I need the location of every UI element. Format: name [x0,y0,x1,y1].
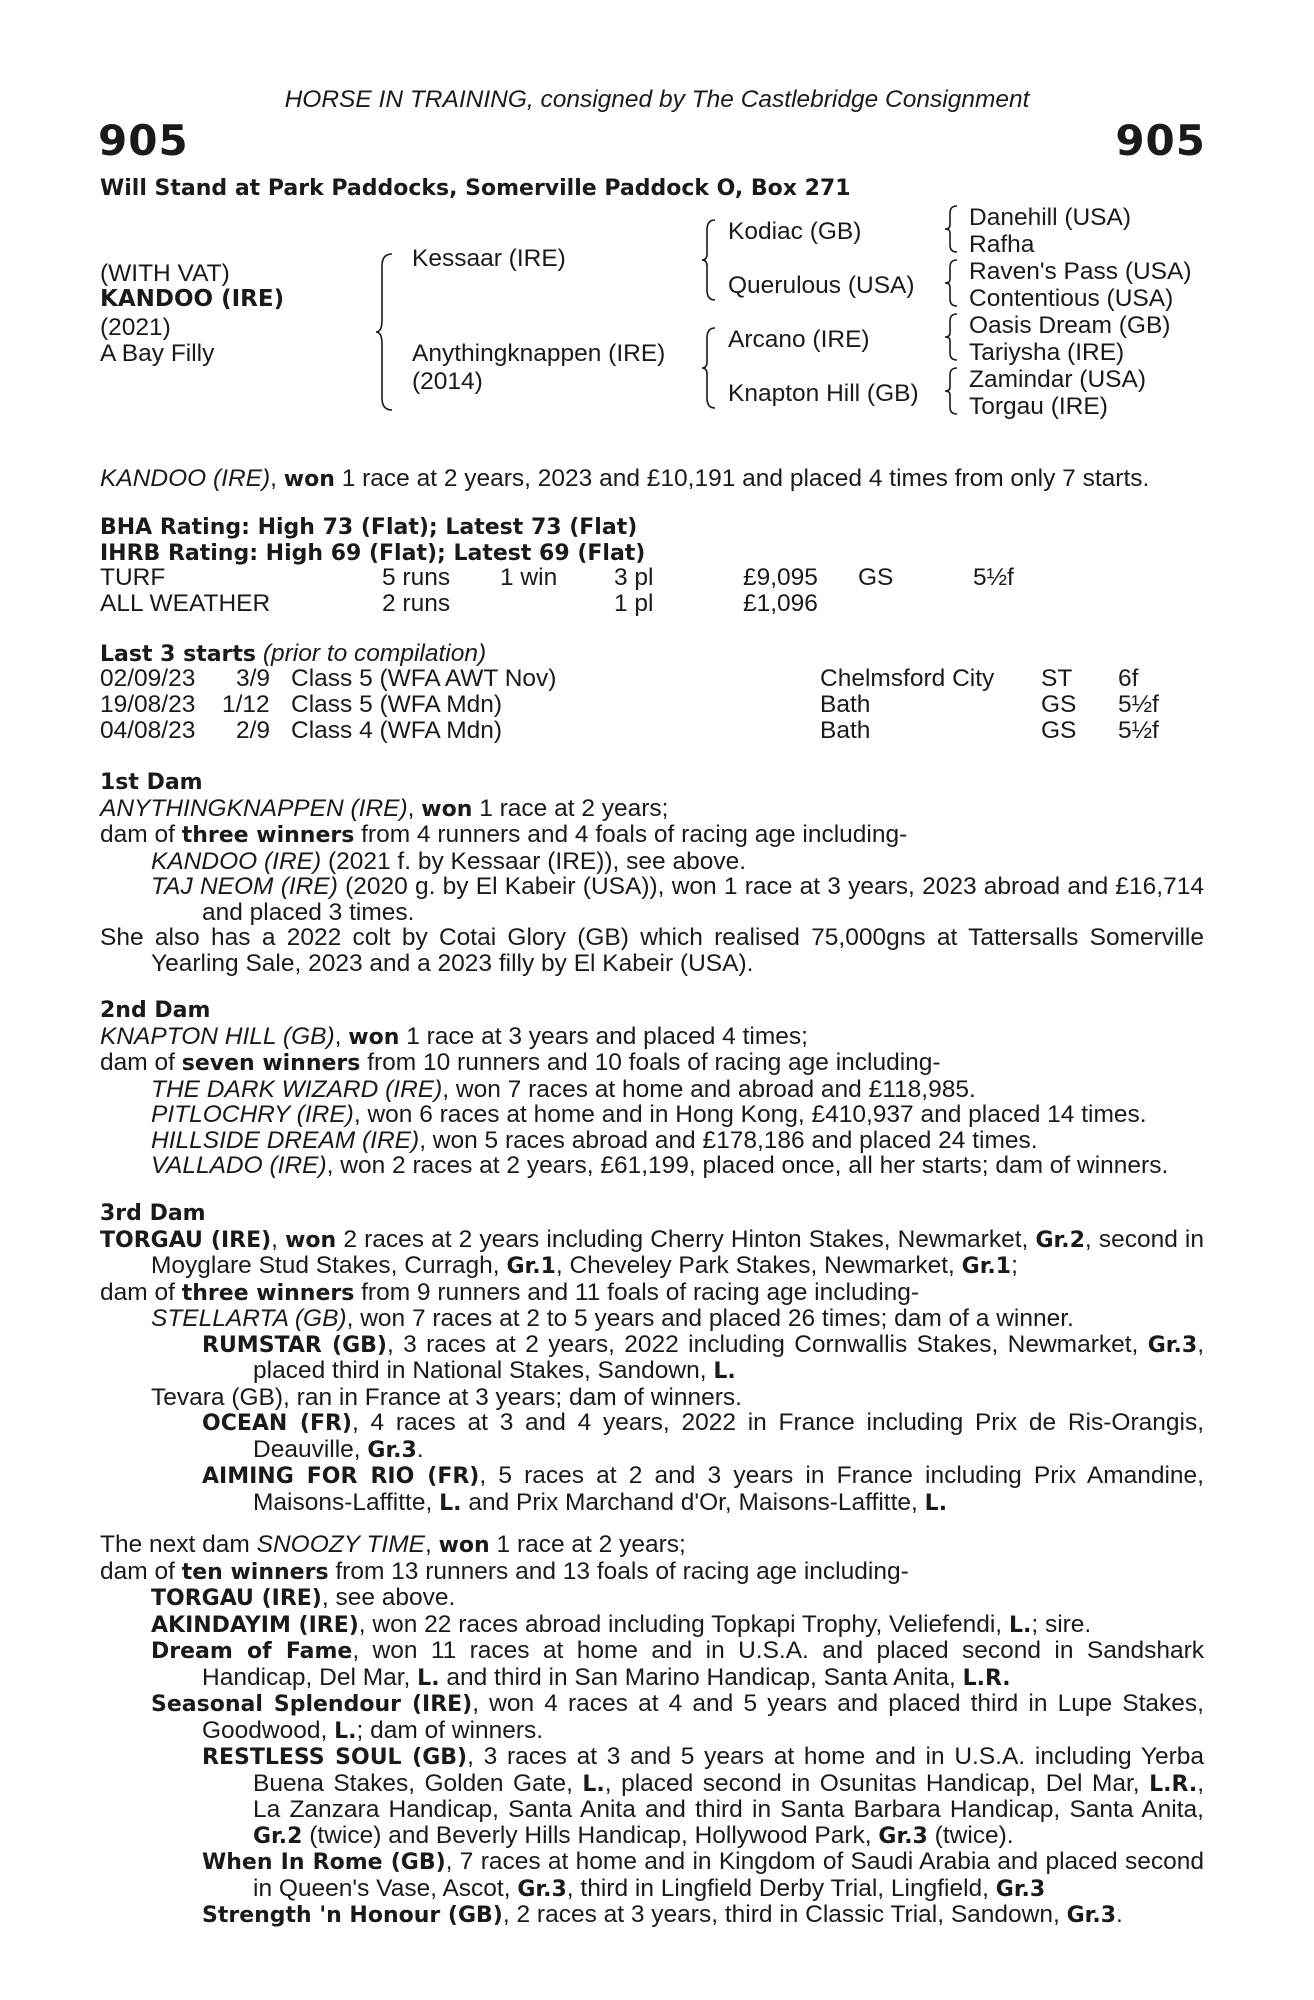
progeny-record: , 4 races at 3 and 4 years, 2022 in France including Prix de Ris-Orangis, Deauville, [253,1409,1204,1463]
progeny-record: (2021 f. by Kessaar (IRE)), see above. [327,847,747,875]
sire: Kessaar (IRE) [412,245,566,272]
foaling-year: (2021) [100,314,171,341]
progeny-name: When In Rome (GB) [202,1850,446,1875]
runners-text: from 10 runners and 10 foals of racing age including- [367,1049,941,1076]
progeny-record: , placed second in Osunitas Handicap, Del Mar, [604,1769,1140,1797]
progeny-record: , see above. [321,1584,456,1611]
dam-record: , Cheveley Park Stakes, Newmarket, [555,1252,955,1279]
brace-sire-dam [374,252,396,412]
start-position: 3/9 [236,665,271,692]
progeny-record: , won 7 races at 2 to 5 years and placed 26 times; dam of a winner. [346,1305,1074,1332]
won-label: won [285,1227,337,1253]
start-date: 19/08/23 [100,691,196,718]
dam-record: 2 races at 2 years including Cherry Hinton Stakes, Newmarket, [343,1225,1029,1253]
progeny-record: (2020 g. by El Kabeir (USA)), won 1 race at 3 years, 2023 abroad and £16,714 and placed 3 times. [202,873,1204,926]
next-dam-section [100,1532,1204,1929]
stat-prize: £9,095 [743,564,818,591]
grade-label: L. [439,1490,462,1516]
progeny-record: , 7 races at home and in Kingdom of Saudi Arabia and placed second in Queen's Vase, Ascot, [253,1848,1204,1902]
second-dam-heading: 2nd Dam [100,998,211,1023]
progeny-record: ; sire. [1031,1610,1092,1638]
stat-placed: 1 pl [614,590,654,617]
dam: Anythingknappen (IRE) [412,340,666,367]
grade-label: L.R. [962,1665,1011,1691]
grade-label: Gr.1 [961,1254,1012,1279]
dam-of-label: dam of [100,821,175,848]
grade-label: Gr.3 [995,1876,1046,1902]
horse-name: KANDOO (IRE) [100,286,285,312]
stat-runs: 2 runs [382,590,451,617]
start-distance: 6f [1118,665,1139,692]
dam-name: SNOOZY TIME [256,1531,425,1558]
progeny-name: RUMSTAR (GB) [202,1332,387,1358]
sire-dam: Querulous (USA) [728,272,915,299]
progeny-name: Dream of Fame [151,1639,353,1664]
bha-rating: BHA Rating: High 73 (Flat); Latest 73 (Flat) [100,515,638,540]
last3-heading [100,642,486,667]
gg-6: Tariysha (IRE) [969,339,1125,366]
stat-prize: £1,096 [743,590,818,617]
progeny-record: , 3 races at 2 years, 2022 including Cornwallis Stakes, Newmarket, [386,1330,1139,1358]
winners-count: seven winners [181,1051,361,1076]
gg-5: Oasis Dream (GB) [969,312,1171,339]
grade-label: L. [1008,1612,1032,1638]
grade-label: L. [334,1718,357,1744]
runners-text: from 13 runners and 13 foals of racing age including- [335,1557,909,1585]
dam-record: second in Moyglare Stud Stakes, Curragh, [151,1225,1204,1279]
progeny-record: , 5 races at 2 and 3 years in France including Prix Amandine, Maisons-Laffitte, [253,1462,1204,1516]
dam-record: 1 race at 2 years; [496,1531,686,1558]
grade-label: Gr.3 [1147,1332,1198,1358]
progeny-record: ; dam of winners. [356,1716,544,1744]
won-label: won [438,1533,490,1558]
progeny-record: , won 11 races at home and in U.S.A. and placed second in Sandshark Handicap, Del Mar, [202,1637,1204,1691]
grade-label: L. [924,1490,948,1516]
dam-of-label: dam of [100,1557,175,1585]
brace-g3 [943,312,959,362]
progeny-name: RESTLESS SOUL (GB) [202,1745,468,1770]
dam-record: 1 race at 2 years; [479,794,669,822]
progeny-record: and Prix Marchand d'Or, Maisons-Laffitte, [468,1488,918,1516]
lot-number-right: 905 [1115,116,1206,165]
separator: , [424,1531,432,1558]
summary-text: 1 race at 2 years, 2023 and £10,191 and placed 4 times from only 7 starts. [341,465,1150,492]
gg-7: Zamindar (USA) [969,366,1146,393]
separator: . [416,1435,424,1463]
dam-name: TORGAU (IRE) [100,1227,272,1253]
progeny-record: , won 5 races abroad and £178,186 and placed 24 times. [419,1126,1038,1154]
progeny-record: , won 7 races at home and abroad and £118,985. [442,1075,976,1103]
start-position: 1/12 [222,691,270,718]
third-dam-heading: 3rd Dam [100,1201,206,1226]
grade-label: Gr.1 [506,1254,556,1279]
stat-wins: 1 win [500,564,558,591]
brace-sire-parents [700,218,718,302]
stat-surface: ALL WEATHER [100,590,271,617]
stat-distance: 5½f [973,564,1014,591]
lot-number-left: 905 [98,116,189,165]
grade-label: L. [713,1359,736,1384]
start-position: 2/9 [236,717,271,744]
progeny-record: , won 6 races at home and in Hong Kong, £410,937 and placed 14 times. [353,1101,1147,1128]
dam-name: KNAPTON HILL (GB) [100,1022,335,1050]
dam-name: ANYTHINGKNAPPEN (IRE) [100,794,408,822]
progeny-name: STELLARTA (GB) [151,1305,347,1332]
start-course: Bath [820,691,871,718]
third-dam-section: 3rd Dam TORGAU (IRE), won 2 races at 2 years including Cherry Hinton Stakes, Newmarket, Gr.2, second in Moyglare Stud Stakes, Curragh, Gr.1, Cheveley Park Stakes, Newmarket, Gr.1; dam of three winners from 9 runners and 11 foals of racing age including- STELLARTA (GB), won 7 races at 2 to 5 years and placed 26 times; dam of a winner. RUMSTAR (GB), 3 races at 2 years, 2022 including Cornwallis Stakes, Newmarket, Gr.3, placed third in National Stakes, Sandown, L. Tevara (GB), ran in France at 3 years; dam of winners. OCEAN (FR), 4 races at 3 and 4 years, 2022 in France including Prix de Ris-Orangis, Deauville, Gr.3. AIMING FOR RIO (FR), 5 races at 2 and 3 years in France including Prix Amandine, Maisons-Laffitte, L. and Prix Marchand d'Or, Maisons-Laffitte, L. [100,1201,1204,1516]
ihrb-rating: IHRB Rating: High 69 (Flat); Latest 69 (Flat) [100,541,646,566]
progeny-record: , 2 races at 3 years, third in Classic Trial, Sandown, [502,1901,1060,1928]
race-summary: KANDOO (IRE), won 1 race at 2 years, 2023 and £10,191 and placed 4 times from only 7 starts. [100,465,1150,492]
dam-year: (2014) [412,368,483,395]
start-course: Bath [820,717,871,744]
first-dam-heading: 1st Dam [100,770,203,795]
progeny-record: , won 4 races at 4 and 5 years and placed third in Lupe Stakes, Goodwood, [202,1690,1204,1744]
brace-dam-parents [700,326,718,410]
dam-dam: Knapton Hill (GB) [728,380,919,407]
dam-sire: Arcano (IRE) [728,326,870,353]
start-race: Class 5 (WFA Mdn) [291,691,503,718]
start-date: 02/09/23 [100,665,196,692]
grade-label: L. [582,1771,605,1797]
progeny-record: (twice). [934,1821,1014,1849]
dam-of-label: dam of [100,1049,175,1076]
brace-g1 [943,204,959,254]
won-label: won [348,1024,400,1050]
progeny-record: , La Zanzara Handicap, Santa Anita and third in Santa Barbara Handicap, Santa Anita, [253,1769,1204,1823]
runners-text: from 4 runners and 4 foals of racing age including- [361,821,908,848]
start-date: 04/08/23 [100,717,196,744]
start-course: Chelmsford City [820,665,995,692]
summary-horse-name: KANDOO (IRE) [100,465,271,492]
progeny-name: OCEAN (FR) [202,1411,352,1436]
dam-of-label: dam of [100,1278,175,1306]
progeny-name: AIMING FOR RIO (FR) [202,1464,480,1489]
start-going: ST [1041,665,1073,692]
progeny-name: THE DARK WIZARD (IRE) [151,1075,443,1103]
grade-label: Gr.3 [1066,1903,1117,1928]
runners-text: from 9 runners and 11 foals of racing age including- [361,1278,920,1306]
stat-placed: 3 pl [614,564,654,591]
progeny-name: Seasonal Splendour (IRE) [151,1692,473,1717]
start-going: GS [1041,717,1077,744]
stat-surface: TURF [100,564,166,591]
separator: , [1084,1225,1092,1253]
first-dam-section: 1st Dam ANYTHINGKNAPPEN (IRE), won 1 race at 2 years; dam of three winners from 4 runners and 4 foals of racing age including- KANDOO (IRE) (2021 f. by Kessaar (IRE)), see above. TAJ NEOM (IRE) (2020 g. by El Kabeir (USA)), won 1 race at 3 years, 2023 abroad and £16,714 and placed 3 times. She also has a 2022 colt by Cotai Glory (GB) which realised 75,000gns at Tattersalls Somerville Yearling Sale, 2023 and a 2023 filly by El Kabeir (USA). [100,770,1204,977]
start-race: Class 5 (WFA AWT Nov) [291,665,557,692]
dam-note: She also has a 2022 colt by Cotai Glory (GB) which realised 75,000gns at Tattersalls Somerville Yearling Sale, 2023 and a 2023 filly by El Kabeir (USA). [100,924,1204,977]
start-going: GS [1041,691,1077,718]
consignor-header: HORSE IN TRAINING, consigned by The Castlebridge Consignment [284,86,1030,113]
start-race: Class 4 (WFA Mdn) [291,717,503,744]
grade-label: Gr.3 [517,1876,567,1902]
gg-2: Rafha [969,231,1035,258]
grade-label: L.R. [1149,1771,1198,1797]
progeny-record: , placed third in National Stakes, Sandown, [253,1330,1204,1384]
start-distance: 5½f [1118,691,1159,718]
grade-label: Gr.2 [253,1823,303,1849]
grade-label: Gr.3 [878,1823,928,1849]
gg-3: Raven's Pass (USA) [969,258,1192,285]
brace-g4 [943,366,959,416]
stabling-location: Will Stand at Park Paddocks, Somerville Paddock O, Box 271 [100,176,851,201]
next-dam-label: The next dam [100,1531,250,1558]
dam-record: 1 race at 3 years and placed 4 times; [406,1022,808,1050]
stat-going: GS [858,564,894,591]
grade-label: Gr.3 [367,1437,417,1463]
progeny-name: VALLADO (IRE) [151,1152,327,1179]
progeny-name: KANDOO (IRE) [151,847,322,875]
progeny-record: , won 22 races abroad including Topkapi Trophy, Veliefendi, [358,1610,1003,1638]
winners-count: three winners [181,1280,355,1306]
grade-label: L. [417,1665,440,1691]
winners-count: three winners [181,823,355,848]
progeny-record: and third in San Marino Handicap, Santa Anita, [446,1663,956,1691]
progeny-name: PITLOCHRY (IRE) [151,1101,354,1128]
second-dam-section: 2nd Dam KNAPTON HILL (GB), won 1 race at 3 years and placed 4 times; dam of seven winners from 10 runners and 10 foals of racing age including- THE DARK WIZARD (IRE), won 7 races at home and abroad and £118,985. PITLOCHRY (IRE), won 6 races at home and in Hong Kong, £410,937 and placed 14 times. HILLSIDE DREAM (IRE), won 5 races abroad and £178,186 and placed 24 times. VALLADO (IRE), won 2 races at 2 years, £61,199, placed once, all her starts; dam of winners. [100,998,1204,1179]
progeny-record: , won 2 races at 2 years, £61,199, placed once, all her starts; dam of winners. [326,1152,1169,1179]
separator: ; [1011,1252,1018,1279]
progeny-name: HILLSIDE DREAM (IRE) [151,1126,420,1154]
summary-won: won [283,467,335,492]
start-distance: 5½f [1118,717,1159,744]
progeny-name: TAJ NEOM (IRE) [151,873,338,900]
grade-label: Gr.2 [1035,1227,1085,1253]
progeny-record: , 3 races at 3 and 5 years at home and in U.S.A. including Yerba Buena Stakes, Golden Gate, [253,1743,1204,1797]
progeny-name: AKINDAYIM (IRE) [151,1612,359,1638]
last3-note: (prior to compilation) [262,640,487,667]
last3-title: Last 3 starts [100,642,257,667]
won-label: won [421,796,473,822]
progeny-name: TORGAU (IRE) [151,1586,322,1611]
progeny-name: Strength 'n Honour (GB) [202,1903,503,1928]
gg-8: Torgau (IRE) [969,393,1108,420]
gg-1: Danehill (USA) [969,204,1132,231]
horse-description: A Bay Filly [100,340,215,367]
progeny-record: (twice) and Beverly Hills Handicap, Hollywood Park, [309,1821,872,1849]
sire-sire: Kodiac (GB) [728,218,862,245]
gg-4: Contentious (USA) [969,285,1174,312]
vat-note: (WITH VAT) [100,260,230,287]
brace-g2 [943,258,959,308]
progeny-record: Tevara (GB), ran in France at 3 years; dam of winners. [151,1383,742,1411]
separator: . [1116,1901,1123,1928]
progeny-record: , third in Lingfield Derby Trial, Lingfield, [566,1874,989,1902]
stat-runs: 5 runs [382,564,451,591]
winners-count: ten winners [181,1559,329,1585]
